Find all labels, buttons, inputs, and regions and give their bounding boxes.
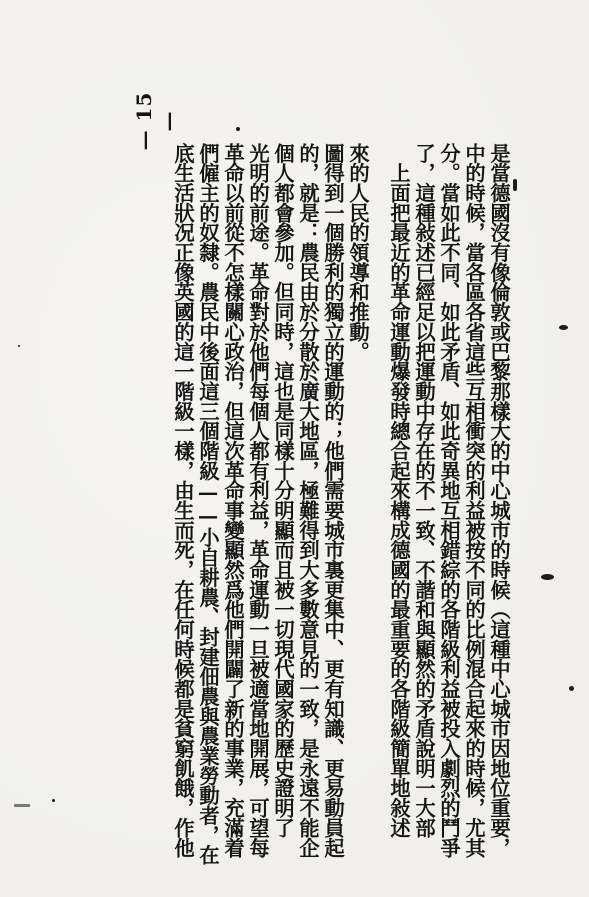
text-column-7: 圖得到一個勝利的獨立的運動的；他們需要城市裏更集中、更有知識、更易動員起 xyxy=(321,143,345,858)
text-column-13: 是當德國沒有像倫敦或巴黎那樣大的中心城市的時候（這種中心城市因地位重要， xyxy=(487,143,511,858)
ink-speck xyxy=(236,127,240,131)
text-column-10: 了，這種敍述已經足以把運動中存在的不一致、不諧和與顯然的矛盾說明一大部 xyxy=(412,143,436,838)
text-column-4: 光明的前途。革命對於他們每個人都有利益，革命運動一旦被適當地開展，可望每 xyxy=(246,143,270,858)
text-column-1: 底生活狀况正像英國的這一階級一樣，由生而死，在任何時候都是貧窮飢餓，作他 xyxy=(171,143,195,858)
ink-speck xyxy=(569,686,574,691)
ink-speck xyxy=(559,325,568,330)
text-column-3: 革命以前從不怎樣關心政治，但這次革命事變顯然爲他們開闢了新的事業，充滿着 xyxy=(221,143,245,858)
text-column-6: 的，就是：農民由於分散於廣大地區，極難得到大多數意見的一致，是永遠不能企 xyxy=(296,143,320,858)
text-column-11: 分。當如此不同、如此矛盾、如此奇異地互相錯綜的各階級利益被投入劇烈的鬥爭 xyxy=(437,143,461,858)
ink-speck xyxy=(513,179,517,191)
page-number: — 15 — xyxy=(132,91,180,151)
text-column-8: 來的人民的領導和推動。 xyxy=(346,143,370,362)
ink-speck xyxy=(52,799,55,802)
text-column-2: 們僱主的奴隸。農民中後面這三個階級——小自耕農、封建佃農與農業勞動者，在 xyxy=(196,143,220,865)
ink-speck xyxy=(18,345,20,347)
ink-speck xyxy=(541,574,554,580)
ink-speck xyxy=(14,804,30,807)
text-column-9: 上面把最近的革命運動爆發時總合起來構成德國的最重要的各階級簡單地敍述 xyxy=(387,143,411,838)
text-column-5: 個人都會參加。但同時，這也是同樣十分明顯而且被一切現代國家的歷史證明了 xyxy=(271,143,295,838)
text-column-12: 中的時候，當各區各省這些互相衝突的利益被按不同的比例混合起來的時候，尤其 xyxy=(462,143,486,858)
